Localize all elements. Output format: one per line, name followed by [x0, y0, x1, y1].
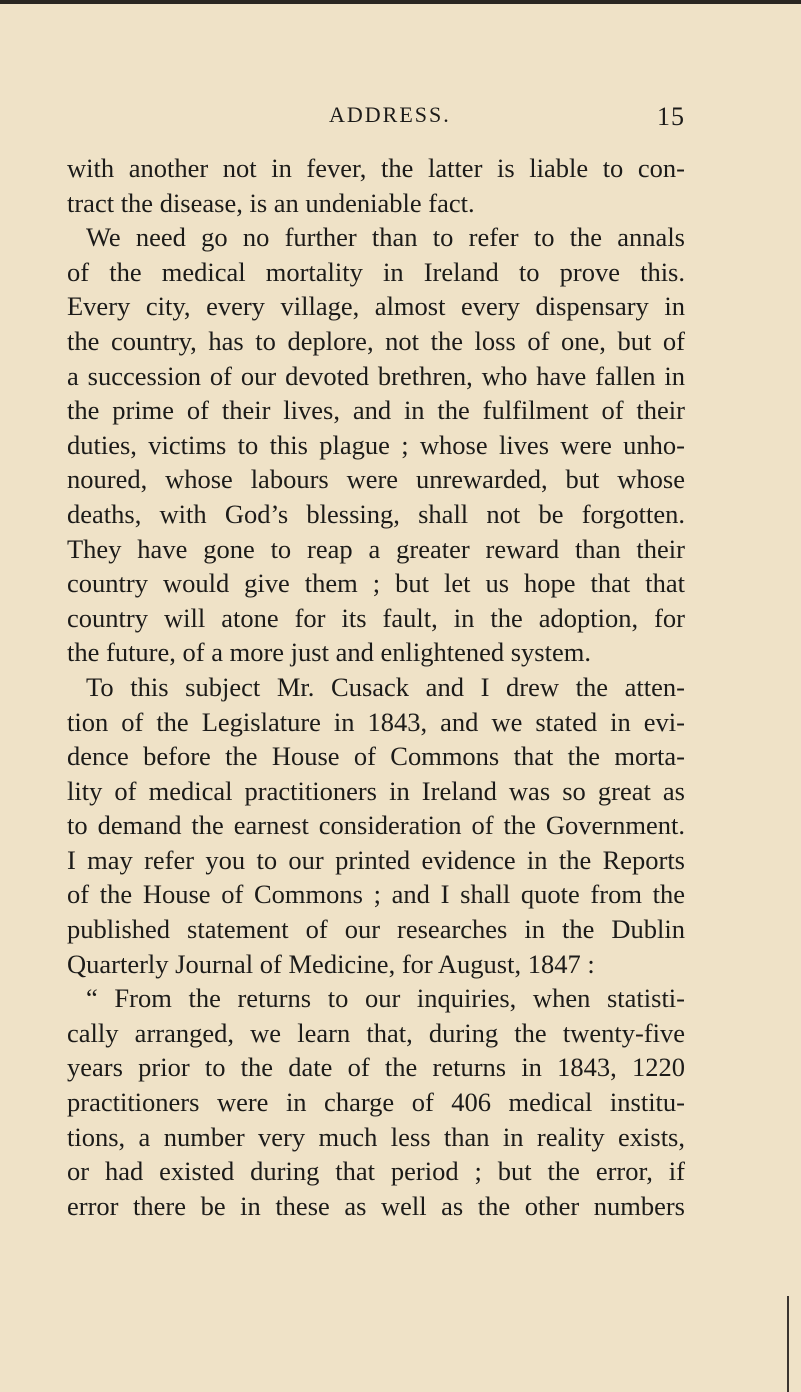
text-line: of the House of Commons ; and I shall quote from the — [67, 879, 685, 910]
text-line: We need go no further than to refer to the annals — [86, 222, 685, 253]
text-line: tions, a number very much less than in reality exists, — [67, 1121, 685, 1152]
page-edge-mark — [787, 1296, 789, 1392]
text-line: with another not in fever, the latter is liable to con- — [67, 153, 685, 183]
text-line: the prime of their lives, and in the fulfilment of their — [67, 395, 685, 426]
text-line: duties, victims to this plague ; whose lives were unho- — [67, 429, 685, 460]
text-line: lity of medical practitioners in Ireland was so great as — [67, 775, 685, 806]
text-line: of the medical mortality in Ireland to prove this. — [67, 256, 685, 287]
text-line: tion of the Legislature in 1843, and we stated in evi- — [67, 706, 685, 737]
text-line: country will atone for its fault, in the adoption, for — [67, 602, 685, 633]
text-line: “ From the returns to our inquiries, when statisti- — [86, 983, 685, 1014]
book-page — [67, 102, 685, 1223]
text-line: years prior to the date of the returns in 1843, 1220 — [67, 1052, 685, 1083]
text-line: error there be in these as well as the other numbers — [67, 1190, 685, 1221]
text-line: practitioners were in charge of 406 medical institu- — [67, 1087, 685, 1118]
text-line: I may refer you to our printed evidence in the Reports — [67, 844, 685, 875]
text-line: the future, of a more just and enlightened system. — [67, 637, 591, 668]
text-line: cally arranged, we learn that, during the twenty-five — [67, 1017, 685, 1048]
text-line: published statement of our researches in the Dublin — [67, 914, 685, 945]
text-line: Quarterly Journal of Medicine, for August, 1847 : — [67, 948, 595, 979]
page-number: 15 — [657, 102, 685, 131]
running-title: ADDRESS. — [329, 102, 451, 127]
text-line: noured, whose labours were unrewarded, but whose — [67, 464, 685, 495]
text-line: To this subject Mr. Cusack and I drew the atten- — [86, 671, 685, 702]
top-edge-rule — [0, 0, 801, 4]
text-line: or had existed during that period ; but the error, if — [67, 1156, 685, 1187]
text-line: They have gone to reap a greater reward than their — [67, 533, 685, 564]
text-line: deaths, with God’s blessing, shall not be forgotten. — [67, 498, 685, 529]
text-line: Every city, every village, almost every dispensary in — [67, 291, 685, 322]
text-line: dence before the House of Commons that the morta- — [67, 741, 685, 772]
text-line: the country, has to deplore, not the loss of one, but of — [67, 325, 685, 356]
text-line: to demand the earnest consideration of the Government. — [67, 810, 685, 841]
text-line: tract the disease, is an undeniable fact. — [67, 187, 475, 218]
text-line: country would give them ; but let us hope that that — [67, 568, 685, 599]
text-line: a succession of our devoted brethren, who have fallen in — [67, 360, 685, 391]
body-text — [67, 151, 685, 1223]
running-head — [67, 102, 685, 136]
